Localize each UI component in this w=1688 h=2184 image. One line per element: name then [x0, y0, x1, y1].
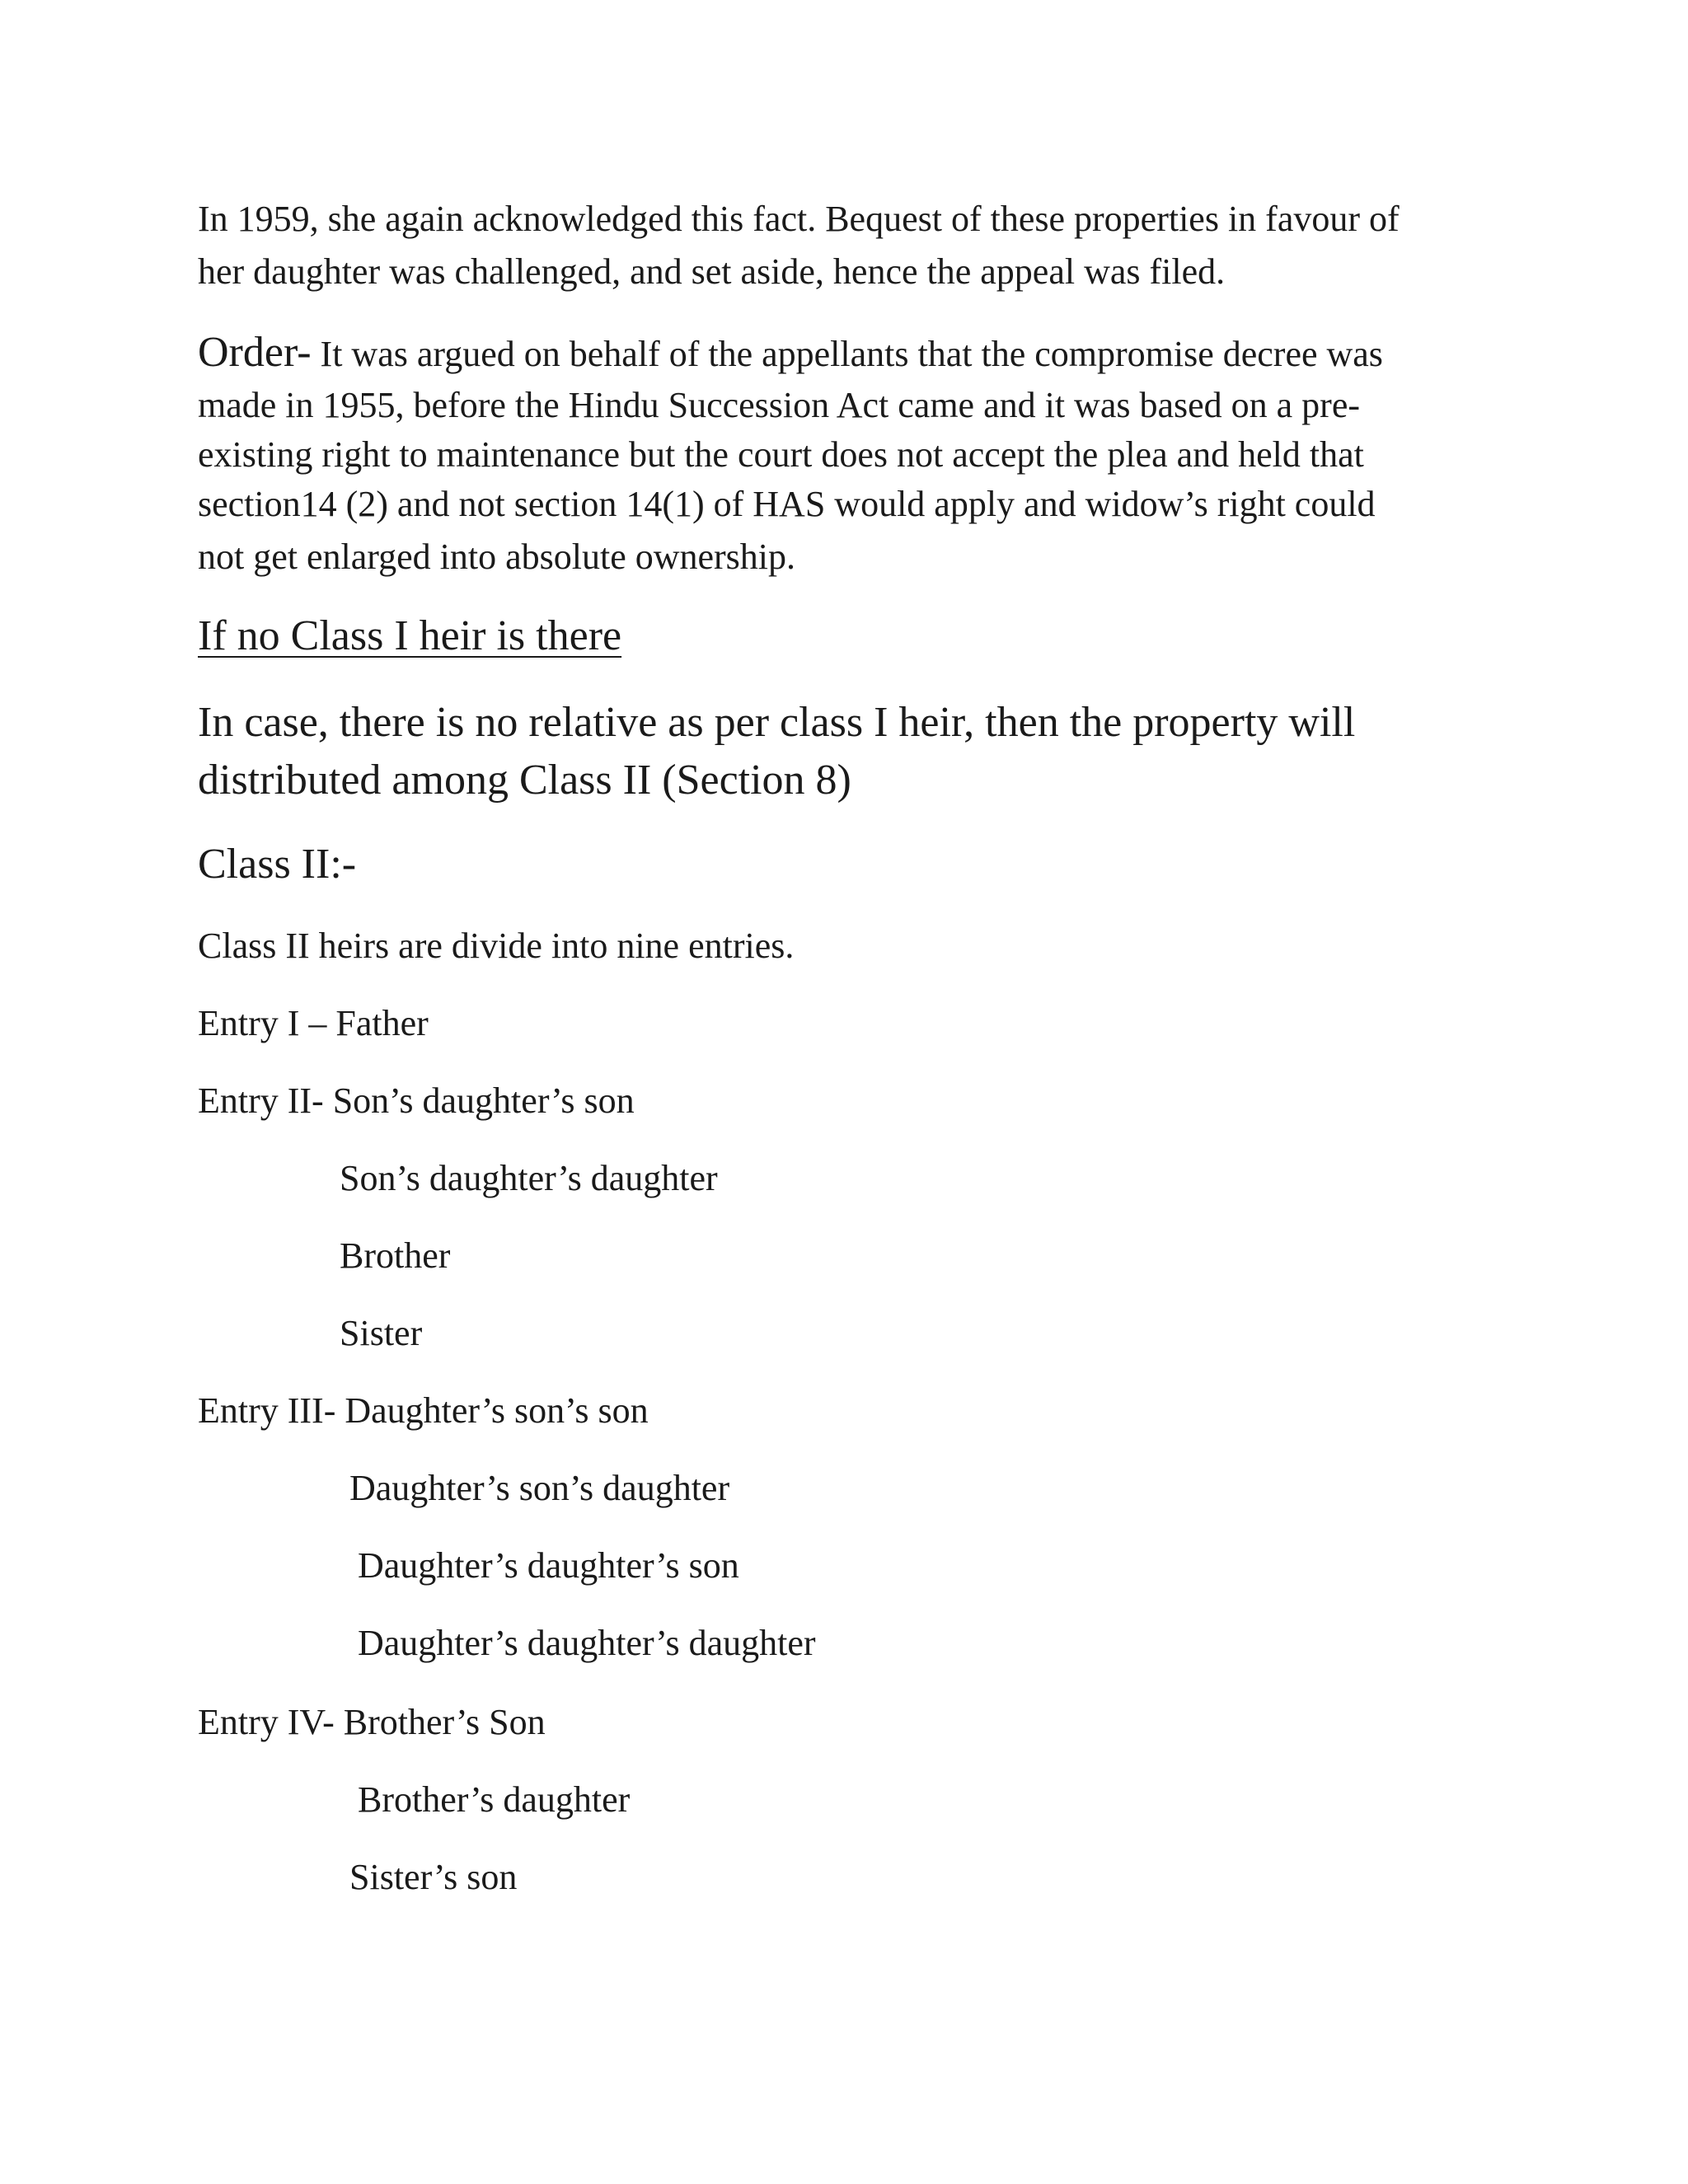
order-line-3: existing right to maintenance but the court does not accept the plea and held that	[198, 434, 1364, 475]
entry-3-item-3: Daughter’s daughter’s daughter	[358, 1623, 816, 1663]
intro-line-1: In 1959, she again acknowledged this fact. Bequest of these properties in favour of	[198, 199, 1400, 239]
case-line-2: distributed among Class II (Section 8)	[198, 757, 851, 804]
order-line-1: It was argued on behalf of the appellants that the compromise decree was	[311, 334, 1383, 374]
section-heading: If no Class I heir is there	[198, 612, 622, 659]
entry-2-item-2: Brother	[340, 1235, 451, 1276]
entry-2-item-3: Sister	[340, 1313, 423, 1353]
entry-2-label: Entry II- Son’s daughter’s son	[198, 1080, 635, 1121]
order-paragraph-first-line	[198, 326, 1383, 381]
intro-line-2: her daughter was challenged, and set aside, hence the appeal was filed.	[198, 251, 1226, 292]
entry-3-item-1: Daughter’s son’s daughter	[349, 1468, 730, 1508]
order-line-4: section14 (2) and not section 14(1) of HAS would apply and widow’s right could	[198, 484, 1376, 524]
entry-1-label: Entry I – Father	[198, 1003, 429, 1043]
class-ii-intro: Class II heirs are divide into nine entries.	[198, 926, 795, 966]
entry-2-item-1: Son’s daughter’s daughter	[340, 1158, 718, 1198]
entry-3-item-2: Daughter’s daughter’s son	[358, 1545, 739, 1586]
entry-4-item-1: Brother’s daughter	[358, 1779, 631, 1820]
entry-4-item-2: Sister’s son	[349, 1857, 518, 1897]
entry-3-label: Entry III- Daughter’s son’s son	[198, 1390, 649, 1431]
class-ii-heading: Class II:-	[198, 841, 357, 888]
case-line-1: In case, there is no relative as per class I heir, then the property will	[198, 699, 1356, 746]
order-line-5: not get enlarged into absolute ownership.	[198, 537, 796, 577]
order-line-2: made in 1955, before the Hindu Succession Act came and it was based on a pre-	[198, 385, 1361, 425]
entry-4-label: Entry IV- Brother’s Son	[198, 1702, 546, 1742]
order-label: Order-	[198, 329, 312, 376]
